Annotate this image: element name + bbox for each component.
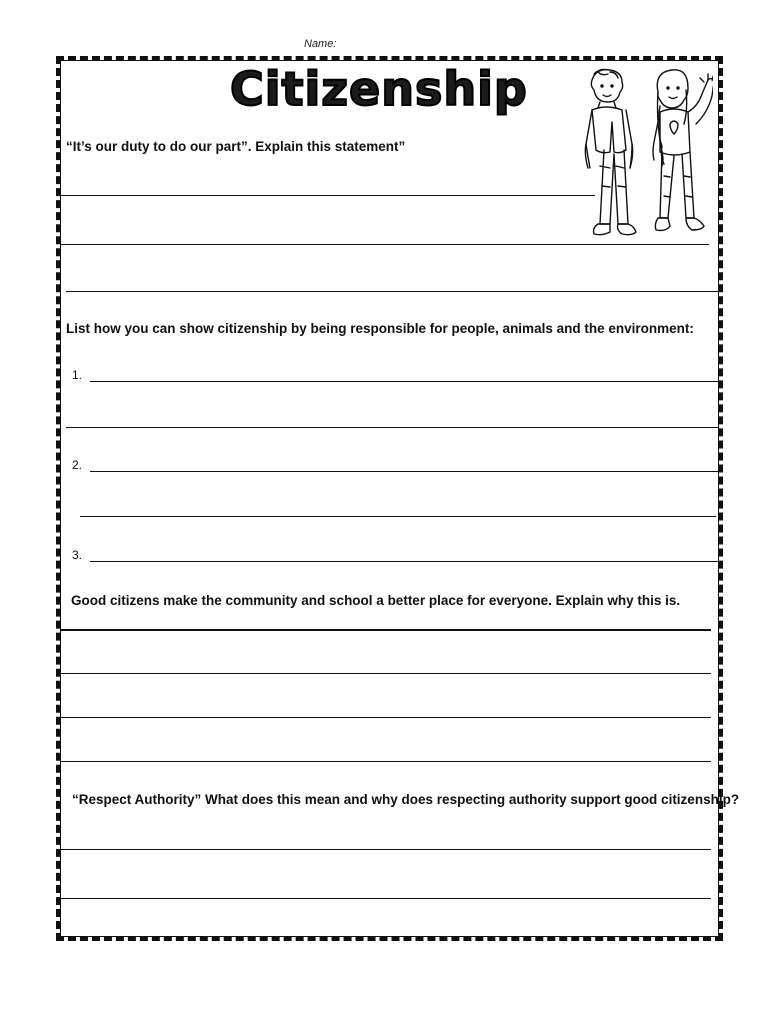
- answer-line[interactable]: [90, 471, 718, 472]
- answer-line[interactable]: [61, 629, 711, 631]
- name-label: Name:: [304, 38, 337, 50]
- boy-figure-icon: [585, 70, 636, 235]
- answer-line[interactable]: [90, 381, 718, 382]
- answer-line[interactable]: [66, 427, 718, 428]
- two-children-illustration-icon: [578, 66, 713, 244]
- answer-line[interactable]: [61, 717, 711, 718]
- question-4-prompt: “Respect Authority” What does this mean and why does respecting authority support good citizenship?: [72, 792, 740, 807]
- list-number-2: 2.: [72, 458, 83, 472]
- answer-line[interactable]: [61, 195, 595, 196]
- list-number-3: 3.: [72, 548, 83, 562]
- answer-line[interactable]: [61, 673, 711, 674]
- question-2-prompt: List how you can show citizenship by being responsible for people, animals and the environment:: [66, 321, 694, 336]
- answer-line[interactable]: [66, 291, 718, 292]
- list-number-1: 1.: [72, 368, 83, 382]
- answer-line[interactable]: [61, 761, 711, 762]
- worksheet-title: Citizenship: [230, 62, 528, 116]
- answer-line[interactable]: [61, 244, 709, 245]
- answer-line[interactable]: [61, 898, 711, 899]
- question-1-prompt: “It’s our duty to do our part”. Explain this statement”: [66, 139, 406, 154]
- answer-line[interactable]: [80, 516, 716, 517]
- answer-line[interactable]: [90, 561, 718, 562]
- girl-figure-icon: [653, 70, 713, 231]
- question-3-prompt: Good citizens make the community and school a better place for everyone. Explain why this is.: [71, 593, 681, 608]
- answer-line[interactable]: [61, 849, 711, 850]
